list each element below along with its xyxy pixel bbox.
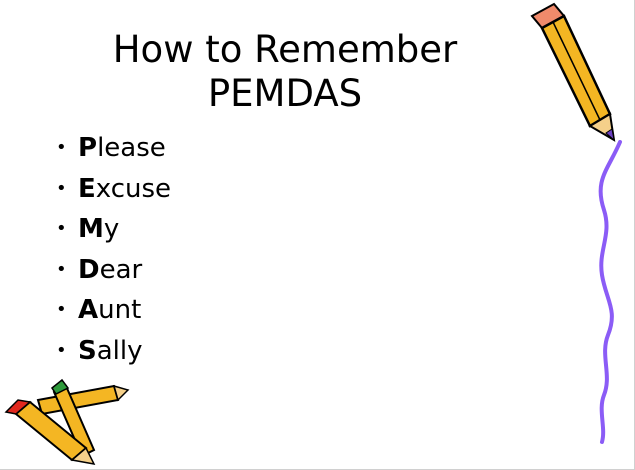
bullet-item: • Dear xyxy=(56,250,171,291)
crossed-pencils-icon xyxy=(2,378,132,468)
bullet-item: • My xyxy=(56,209,171,250)
title-line-2: PEMDAS xyxy=(207,72,363,115)
bullet-dot: • xyxy=(56,258,67,280)
bullet-item: • Please xyxy=(56,128,171,169)
squiggle-line xyxy=(590,140,630,445)
bullet-item: • Sally xyxy=(56,331,171,372)
title-line-1: How to Remember xyxy=(112,28,458,71)
bullet-item: • Excuse xyxy=(56,169,171,210)
pencil-icon xyxy=(520,2,620,152)
bullet-dot: • xyxy=(56,177,67,199)
bullet-item: • Aunt xyxy=(56,290,171,331)
bullet-dot: • xyxy=(56,137,67,158)
slide-title xyxy=(90,28,480,116)
bullet-dot: • xyxy=(56,218,67,239)
bullet-dot: • xyxy=(56,299,67,320)
bullet-list xyxy=(56,128,171,371)
bullet-dot: • xyxy=(56,339,67,361)
